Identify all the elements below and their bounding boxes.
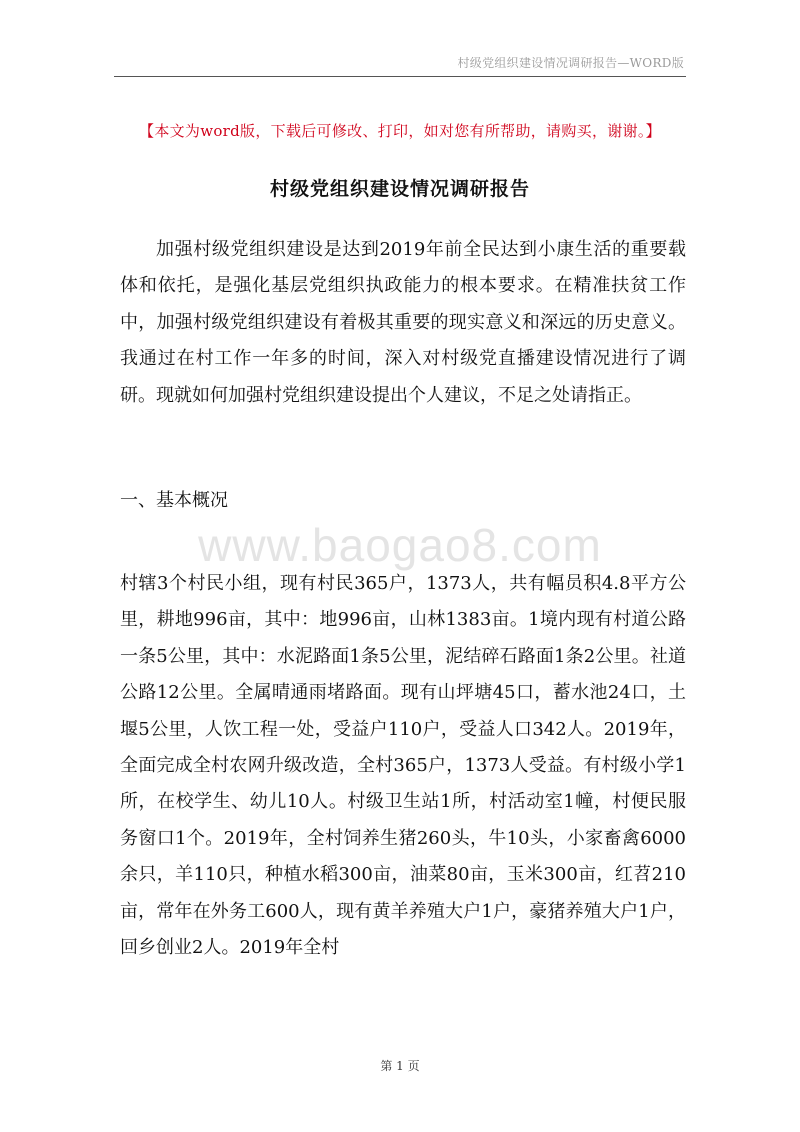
download-notice: 【本文为word版，下载后可修改、打印，如对您有所帮助，请购买，谢谢。】 bbox=[139, 122, 661, 140]
running-header-title: 村级党组织建设情况调研报告—WORD版 bbox=[457, 56, 684, 70]
document-title: 村级党组织建设情况调研报告 bbox=[269, 178, 530, 200]
intro-paragraph: 加强村级党组织建设是达到2019年前全民达到小康生活的重要载体和依托，是强化基层党组织执政能力的根本要求。在精准扶贫工作中，加强村级党组织建设有着极其重要的现实意义和深远的历史意义。我通过在村工作一年多的时间，深入对村级党直播建设情况进行了调研。现就如何加强村党组织建设提出个人建议，不足之处请指正。 bbox=[120, 239, 686, 406]
watermark: www.baogao8.com bbox=[198, 519, 602, 571]
page-number: 第 1 页 bbox=[380, 1059, 420, 1073]
section-heading-overview: 一、基本概况 bbox=[120, 490, 228, 511]
overview-paragraph: 村辖3个村民小组，现有村民365户，1373人，共有幅员积4.8平方公里，耕地996亩，其中：地996亩，山林1383亩。1境内现有村道公路一条5公里，其中：水泥路面1条5公里，泥结碎石路面1条2公里。社道公路12公里。全属晴通雨堵路面。现有山坪塘45口，蓄水池24口，土堰5公里，人饮工程一处，受益户110户，受益人口342人。2019年，全面完成全村农网升级改造，全村365户，1373人受益。有村级小学1所，在校学生、幼儿10人。村级卫生站1所，村活动室1幢，村便民服务窗口1个。2019年，全村饲养生猪260头，牛10头，小家畜禽6000余只，羊110只，种植水稻300亩，油菜80亩，玉米300亩，红苕210亩，常年在外务工600人，现有黄羊养殖大户1户，豪猪养殖大户1户，回乡创业2人。2019年全村 bbox=[120, 573, 686, 959]
page-header bbox=[114, 50, 686, 77]
